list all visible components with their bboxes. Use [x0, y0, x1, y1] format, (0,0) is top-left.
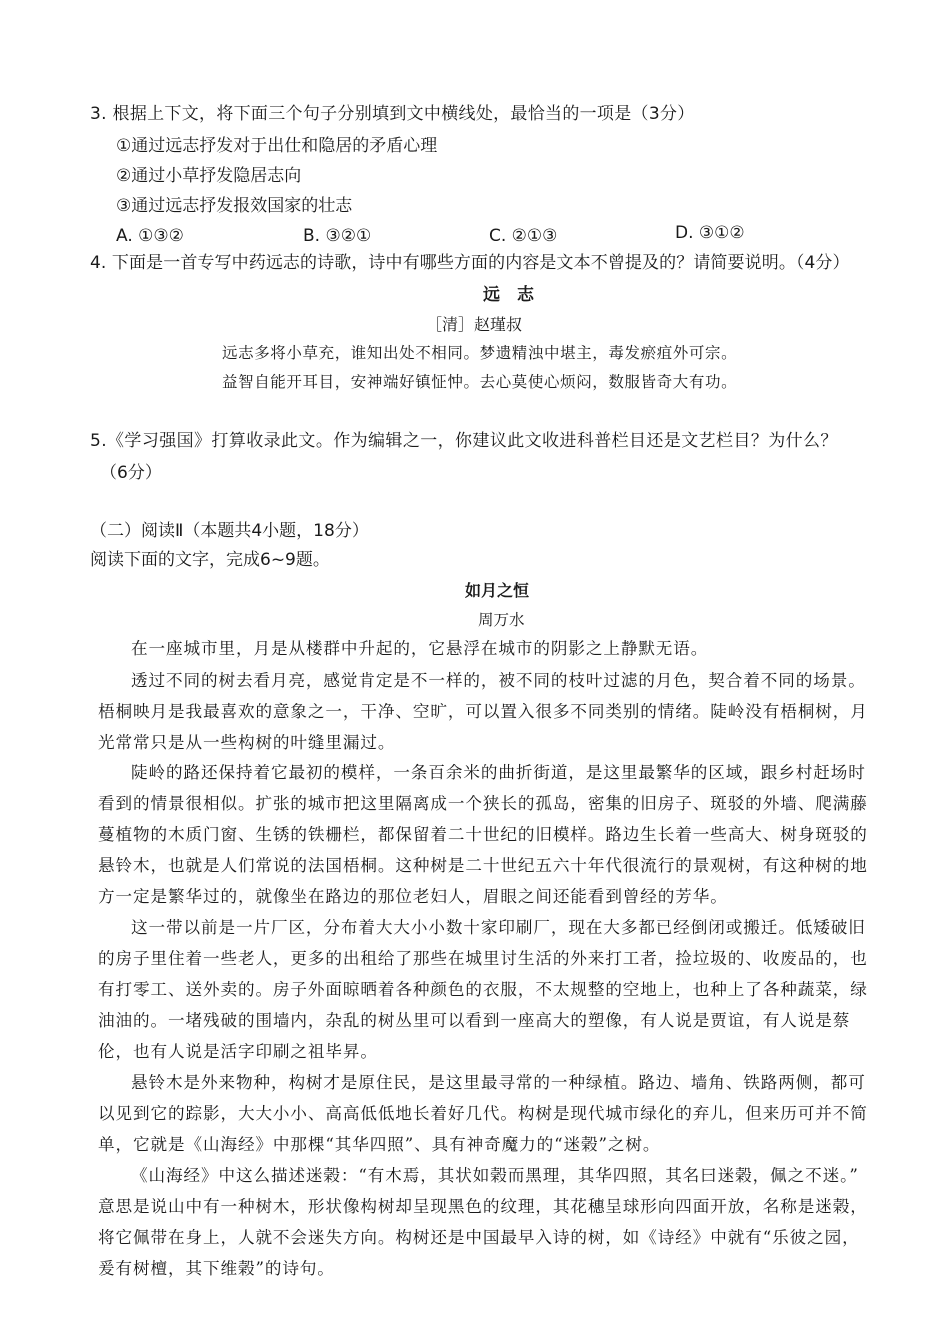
article-line: 油油的。一堵残破的围墙内，杂乱的树丛里可以看到一座高大的塑像，有人说是贾谊，有人说是蔡 — [98, 1011, 851, 1030]
article-line: 透过不同的树去看月亮，感觉肯定是不一样的，被不同的枝叶过滤的月色，契合着不同的场景。 — [131, 671, 866, 690]
poem-author: ［清］赵瑾叔 — [426, 315, 523, 334]
article-line: 梧桐映月是我最喜欢的意象之一，干净、空旷，可以置入很多不同类别的情绪。陡岭没有梧桐树，月 — [98, 702, 868, 721]
article-line: 以见到它的踪影，大大小小、高高低低地长着好几代。构树是现代城市绿化的弃儿，但来历可并不简 — [98, 1104, 868, 1123]
article-line: 伦，也有人说是活字印刷之祖毕昇。 — [98, 1042, 378, 1061]
article-line: 单，它就是《山海经》中那棵“其华四照”、具有神奇魔力的“迷榖”之树。 — [98, 1135, 661, 1154]
poem-title: 远 志 — [483, 285, 534, 305]
q3-item-2: ②通过小草抒发隐居志向 — [116, 166, 302, 186]
q5-points: （6分） — [100, 463, 162, 483]
article-line: 有打零工、送外卖的。房子外面晾晒着各种颜色的衣服，不太规整的空地上，也种上了各种蔬菜，绿 — [98, 980, 868, 999]
q4-stem: 4. 下面是一首专写中药远志的诗歌，诗中有哪些方面的内容是文本不曾提及的？请简要说明。（4分） — [90, 253, 850, 273]
q5-stem: 5.《学习强国》打算收录此文。作为编辑之一，你建议此文收进科普栏目还是文艺栏目？为什么？ — [90, 431, 838, 451]
poem-line-1: 远志多将小草充，谁知出处不相同。梦遗精浊中堪主，毒发瘀疽外可宗。 — [222, 344, 738, 362]
poem-line-2: 益智自能开耳目，安神端好镇怔忡。去心莫使心烦闷，数服皆奇大有功。 — [222, 373, 738, 391]
q3-option-b: B. ③②① — [303, 226, 372, 246]
article-line: 这一带以前是一片厂区，分布着大大小小数十家印刷厂，现在大多都已经倒闭或搬迁。低矮破旧 — [131, 918, 866, 937]
article-line: 悬铃木，也就是人们常说的法国梧桐。这种树是二十世纪五六十年代很流行的景观树，有这种树的地 — [98, 856, 868, 875]
section-instruction: 阅读下面的文字，完成6~9题。 — [90, 550, 330, 570]
q3-option-c: C. ②①③ — [489, 226, 558, 246]
q3-item-3: ③通过远志抒发报效国家的壮志 — [116, 196, 353, 216]
article-line: 《山海经》中这么描述迷榖：“有木焉，其状如榖而黑理，其华四照，其名曰迷榖，佩之不迷。” — [131, 1166, 859, 1185]
q3-option-d: D. ③①② — [675, 223, 745, 243]
article-line: 光常常只是从一些构树的叶缝里漏过。 — [98, 733, 396, 752]
article-author: 周万水 — [478, 611, 525, 629]
article-line: 将它佩带在身上，人就不会迷失方向。构树还是中国最早入诗的树，如《诗经》中就有“乐彼之园， — [98, 1228, 860, 1247]
article-line: 意思是说山中有一种树木，形状像构树却呈现黑色的纹理，其花穗呈球形向四面开放，名称是迷榖， — [98, 1197, 868, 1216]
article-line: 看到的情景很相似。扩张的城市把这里隔离成一个狭长的孤岛，密集的旧房子、斑驳的外墙、爬满藤 — [98, 794, 868, 813]
article-line: 爰有树檀，其下维榖”的诗句。 — [98, 1259, 335, 1278]
article-line: 陡岭的路还保持着它最初的模样，一条百余米的曲折街道，是这里最繁华的区域，跟乡村赶场时 — [131, 763, 866, 782]
article-line: 的房子里住着一些老人，更多的出租给了那些在城里讨生活的外来打工者，捡垃圾的、收废品的，也 — [98, 949, 868, 968]
q3-option-a: A. ①③② — [116, 226, 184, 246]
article-line: 蔓植物的木质门窗、生锈的铁栅栏，都保留着二十世纪的旧模样。路边生长着一些高大、树身斑驳的 — [98, 825, 868, 844]
q3-stem: 3. 根据上下文，将下面三个句子分别填到文中横线处，最恰当的一项是（3分） — [90, 104, 695, 124]
section-heading: （二）阅读Ⅱ（本题共4小题，18分） — [90, 521, 369, 541]
article-line: 方一定是繁华过的，就像坐在路边的那位老妇人，眉眼之间还能看到曾经的芳华。 — [98, 887, 728, 906]
article-title: 如月之恒 — [465, 581, 530, 600]
q3-item-1: ①通过远志抒发对于出仕和隐居的矛盾心理 — [116, 136, 438, 156]
article-line: 悬铃木是外来物种，构树才是原住民，是这里最寻常的一种绿植。路边、墙角、铁路两侧，都可 — [131, 1073, 866, 1092]
article-line: 在一座城市里，月是从楼群中升起的，它悬浮在城市的阴影之上静默无语。 — [131, 639, 709, 658]
